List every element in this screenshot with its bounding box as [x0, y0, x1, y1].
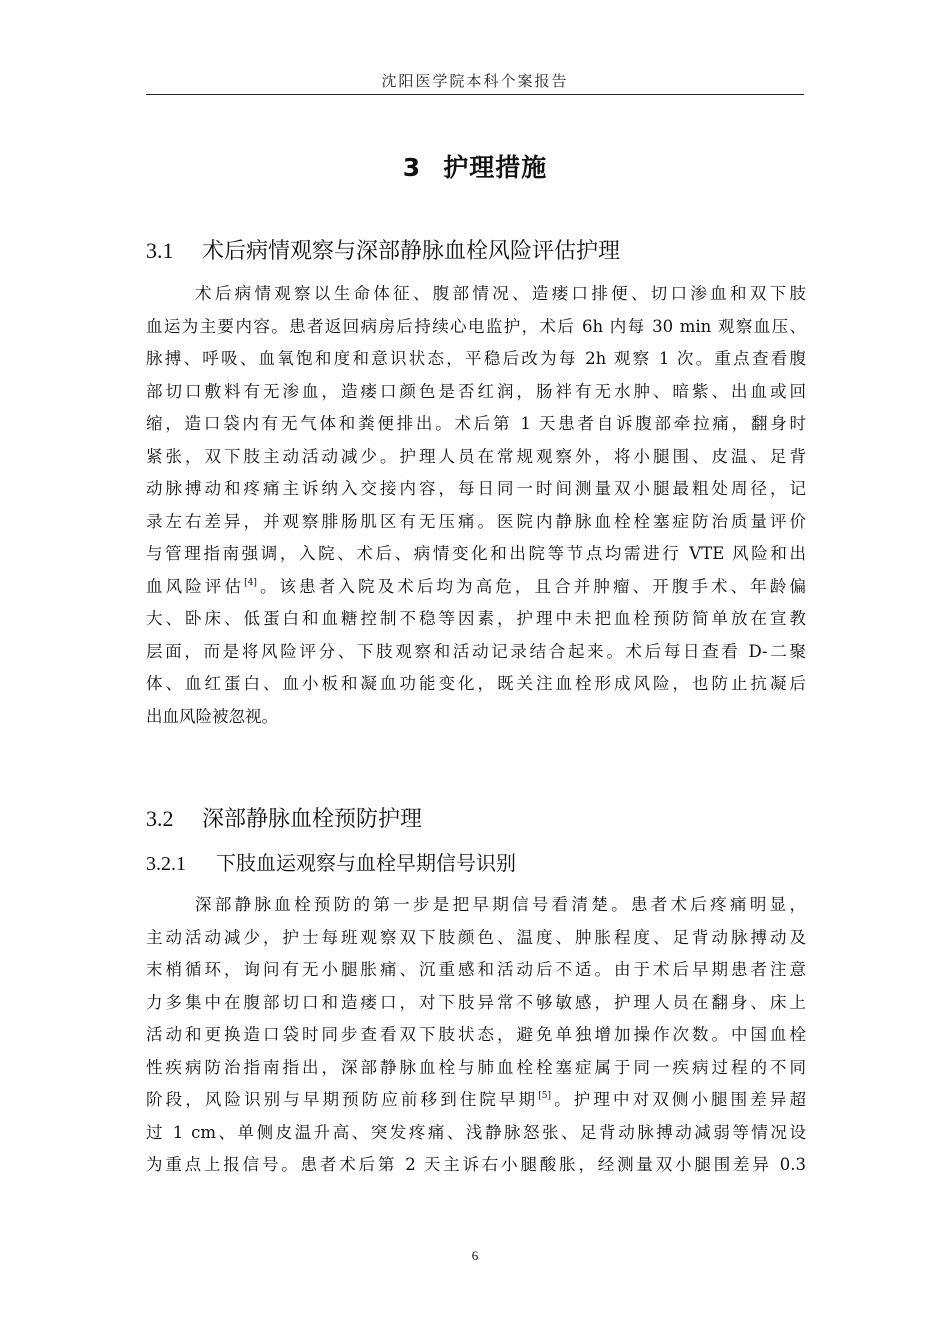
- text-before-citation: 血风险评估: [146, 576, 245, 596]
- text-after-citation: 。护理中对双侧小腿围差异超: [551, 1090, 807, 1109]
- paragraph-line: 大、卧床、低蛋白和血糖控制不稳等因素，护理中未把血栓预防简单放在宣教: [146, 609, 806, 628]
- paragraph-line: 出血风险被忽视。: [146, 706, 278, 726]
- paragraph-line: 过 1 cm、单侧皮温升高、突发疼痛、浅静脉怒张、足背动脉搏动减弱等情况设: [146, 1122, 806, 1142]
- paragraph-line: 血运为主要内容。患者返回病房后持续心电监护，术后 6h 内每 30 min 观察血压、: [146, 316, 806, 336]
- paragraph-line: 动脉搏动和疼痛主诉纳入交接内容，每日同一时间测量双小腿最粗处周径，记: [146, 479, 806, 498]
- chapter-title: [146, 148, 804, 184]
- chapter-title-text: 护理措施: [443, 153, 548, 182]
- paragraph-line: 紧张，双下肢主动活动减少。护理人员在常规观察外，将小腿围、皮温、足背: [146, 446, 806, 466]
- paragraph-line: 末梢循环，询问有无小腿胀痛、沉重感和活动后不适。由于术后早期患者注意: [146, 960, 806, 979]
- subsection-title: 下肢血运观察与血栓早期信号识别: [216, 851, 516, 875]
- paragraph-line: 深部静脉血栓预防的第一步是把早期信号看清楚。患者术后疼痛明显，: [195, 895, 806, 914]
- header-rule: [146, 94, 804, 95]
- paragraph-line-with-citation: [146, 571, 806, 604]
- paragraph-line: 与管理指南强调，入院、术后、病情变化和出院等节点均需进行 VTE 风险和出: [146, 544, 806, 563]
- subsection-heading-3-2-1: [146, 847, 516, 876]
- paragraph-3-1: [146, 278, 806, 733]
- paragraph-line: 部切口敷料有无渗血，造瘘口颜色是否红润，肠袢有无水肿、暗紫、出血或回: [146, 381, 806, 401]
- section-title: 深部静脉血栓预防护理: [202, 807, 423, 832]
- section-number: 3.2: [146, 806, 174, 831]
- section-heading-3-1: [146, 234, 620, 265]
- text-before-citation: 阶段，风险识别与早期预防应前移到住院早期: [146, 1090, 539, 1109]
- paragraph-line: 层面，而是将风险评分、下肢观察和活动记录结合起来。术后每日查看 D-二聚: [146, 641, 806, 661]
- paragraph-line: 录左右差异，并观察腓肠肌区有无压痛。医院内静脉血栓栓塞症防治质量评价: [146, 511, 806, 531]
- paragraph-line: 体、血红蛋白、血小板和凝血功能变化，既关注血栓形成风险，也防止抗凝后: [146, 674, 806, 693]
- paragraph-line: 主动活动减少，护士每班观察双下肢颜色、温度、肿胀程度、足背动脉搏动及: [146, 927, 806, 947]
- running-header: 沈阳医学院本科个案报告: [381, 72, 569, 90]
- section-title: 术后病情观察与深部静脉血栓风险评估护理: [202, 239, 621, 264]
- subsection-number: 3.2.1: [146, 853, 186, 875]
- paragraph-3-2-1: [146, 889, 806, 1182]
- paragraph-line: 力多集中在腹部切口和造瘘口，对下肢异常不够敏感，护理人员在翻身、床上: [146, 992, 806, 1012]
- paragraph-line: 术后病情观察以生命体征、腹部情况、造瘘口排便、切口渗血和双下肢: [195, 284, 806, 303]
- page-number: 6: [471, 1248, 479, 1263]
- paragraph-line: 脉搏、呼吸、血氧饱和度和意识状态，平稳后改为每 2h 观察 1 次。重点查看腹: [146, 349, 806, 368]
- paragraph-line: 为重点上报信号。患者术后第 2 天主诉右小腿酸胀，经测量双小腿围差异 0.3: [146, 1155, 806, 1174]
- citation-ref: [5]: [538, 1091, 552, 1101]
- text-after-citation: 。该患者入院及术后均为高危，且合并肿瘤、开腹手术、年龄偏: [256, 576, 807, 596]
- citation-ref: [4]: [244, 577, 257, 588]
- section-number: 3.1: [146, 238, 174, 263]
- paragraph-line: 性疾病防治指南指出，深部静脉血栓与肺血栓栓塞症属于同一疾病过程的不同: [146, 1057, 806, 1077]
- paragraph-line: 缩，造口袋内有无气体和粪便排出。术后第 1 天患者自诉腹部牵拉痛，翻身时: [146, 414, 806, 433]
- paragraph-line: 活动和更换造口袋时同步查看双下肢状态，避免单独增加操作次数。中国血栓: [146, 1025, 806, 1044]
- paragraph-line-with-citation: [146, 1084, 806, 1117]
- section-heading-3-2: [146, 802, 422, 833]
- chapter-number: 3: [402, 153, 422, 182]
